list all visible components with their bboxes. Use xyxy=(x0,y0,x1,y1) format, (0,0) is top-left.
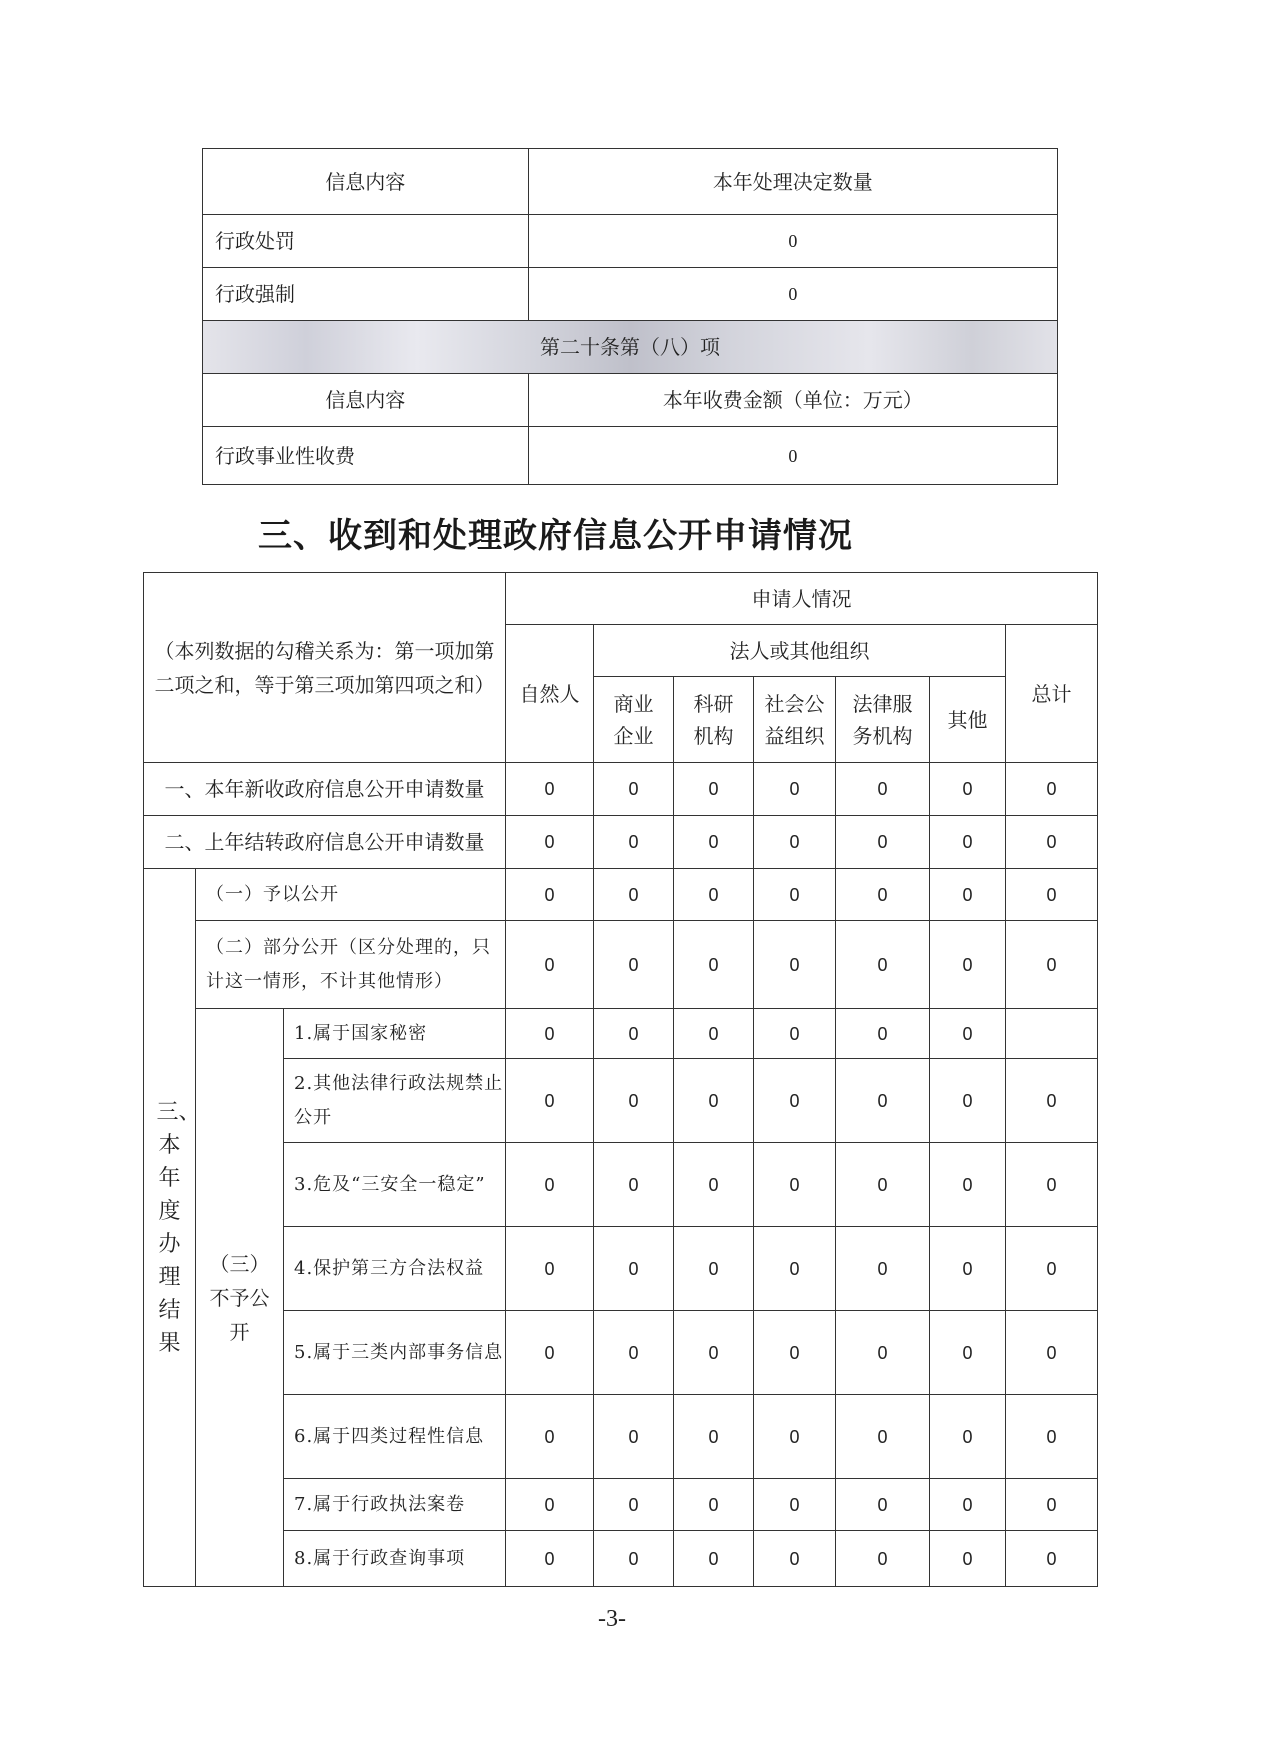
sub-col-public-welfare: 社会公益组织 xyxy=(754,677,836,763)
value-cell: 0 xyxy=(674,763,754,816)
natural-person-header: 自然人 xyxy=(506,625,594,763)
value-cell: 0 xyxy=(754,1311,836,1395)
value-cell: 0 xyxy=(836,921,930,1009)
value-cell: 0 xyxy=(836,1009,930,1059)
value-cell: 0 xyxy=(930,1531,1006,1587)
value-cell: 0 xyxy=(674,1227,754,1311)
value-cell: 0 xyxy=(674,816,754,869)
not-open-reason: 4.保护第三方合法权益 xyxy=(284,1227,506,1311)
value-cell: 0 xyxy=(594,816,674,869)
section-title: 三、收到和处理政府信息公开申请情况 xyxy=(258,516,853,556)
value-cell: 0 xyxy=(674,921,754,1009)
value-cell: 0 xyxy=(930,1479,1006,1531)
value-cell: 0 xyxy=(594,1395,674,1479)
page-number: -3- xyxy=(598,1606,626,1632)
value-cell: 0 xyxy=(506,1059,594,1143)
value-cell: 0 xyxy=(506,869,594,921)
value-cell: 0 xyxy=(1006,1311,1098,1395)
not-open-reason: 6.属于四类过程性信息 xyxy=(284,1395,506,1479)
row-carried-over-label: 二、上年结转政府信息公开申请数量 xyxy=(144,816,506,869)
value-cell: 0 xyxy=(930,1311,1006,1395)
value-cell: 0 xyxy=(836,1059,930,1143)
sub-col-legal-service: 法律服务机构 xyxy=(836,677,930,763)
disclosure-summary-table xyxy=(202,148,1058,485)
value-cell: 0 xyxy=(594,1143,674,1227)
results-group-label xyxy=(144,869,201,1587)
value-cell: 0 xyxy=(506,816,594,869)
row-value: 0 xyxy=(528,215,1057,268)
row-value: 0 xyxy=(528,427,1057,485)
header-fee-amount: 本年收费金额（单位：万元） xyxy=(528,374,1057,427)
value-cell: 0 xyxy=(1006,1395,1098,1479)
row-new-applications-label: 一、本年新收政府信息公开申请数量 xyxy=(144,763,506,816)
sub-col-business: 商业企业 xyxy=(594,677,674,763)
value-cell: 0 xyxy=(836,1395,930,1479)
value-cell: 0 xyxy=(930,1009,1006,1059)
not-open-reason: 1.属于国家秘密 xyxy=(284,1009,506,1059)
header-info-content: 信息内容 xyxy=(203,374,529,427)
value-cell: 0 xyxy=(754,869,836,921)
header-decision-count: 本年处理决定数量 xyxy=(528,149,1057,215)
value-cell: 0 xyxy=(1006,1531,1098,1587)
value-cell: 0 xyxy=(674,869,754,921)
value-cell: 0 xyxy=(1006,816,1098,869)
value-cell: 0 xyxy=(930,1143,1006,1227)
value-cell: 0 xyxy=(506,1143,594,1227)
value-cell: 0 xyxy=(930,921,1006,1009)
value-cell: 0 xyxy=(506,763,594,816)
row-label: 行政处罚 xyxy=(203,215,529,268)
balance-note: （本列数据的勾稽关系为：第一项加第二项之和，等于第三项加第四项之和） xyxy=(144,573,506,763)
value-cell: 0 xyxy=(674,1531,754,1587)
results-group-text: 三、本年度办理结果 xyxy=(156,1099,201,1356)
header-info-content: 信息内容 xyxy=(203,149,529,215)
value-cell: 0 xyxy=(930,1227,1006,1311)
value-cell: 0 xyxy=(836,869,930,921)
sub-col-research: 科研机构 xyxy=(674,677,754,763)
row-partial-label: （二）部分公开（区分处理的，只计这一情形，不计其他情形） xyxy=(196,921,506,1009)
not-open-reason: 3.危及“三安全一稳定” xyxy=(284,1143,506,1227)
applicant-header: 申请人情况 xyxy=(506,573,1098,625)
value-cell: 0 xyxy=(1006,1479,1098,1531)
value-cell: 0 xyxy=(930,816,1006,869)
value-cell: 0 xyxy=(836,1227,930,1311)
row-open-label: （一）予以公开 xyxy=(196,869,506,921)
value-cell: 0 xyxy=(594,763,674,816)
value-cell: 0 xyxy=(930,763,1006,816)
value-cell: 0 xyxy=(1006,763,1098,816)
value-cell: 0 xyxy=(506,1395,594,1479)
value-cell: 0 xyxy=(594,921,674,1009)
value-cell: 0 xyxy=(674,1143,754,1227)
value-cell: 0 xyxy=(506,1009,594,1059)
application-statistics-table xyxy=(143,572,1098,1587)
value-cell xyxy=(1006,1009,1098,1059)
value-cell: 0 xyxy=(836,763,930,816)
value-cell: 0 xyxy=(754,1531,836,1587)
value-cell: 0 xyxy=(594,1059,674,1143)
not-open-reason: 5.属于三类内部事务信息 xyxy=(284,1311,506,1395)
value-cell: 0 xyxy=(754,1059,836,1143)
value-cell: 0 xyxy=(506,1311,594,1395)
total-header: 总计 xyxy=(1006,625,1098,763)
value-cell: 0 xyxy=(506,921,594,1009)
value-cell: 0 xyxy=(754,1143,836,1227)
value-cell: 0 xyxy=(754,1479,836,1531)
value-cell: 0 xyxy=(836,1531,930,1587)
value-cell: 0 xyxy=(594,1227,674,1311)
value-cell: 0 xyxy=(594,1531,674,1587)
value-cell: 0 xyxy=(594,869,674,921)
not-open-reason: 2.其他法律行政法规禁止公开 xyxy=(284,1059,506,1143)
value-cell: 0 xyxy=(754,1395,836,1479)
value-cell: 0 xyxy=(754,763,836,816)
value-cell: 0 xyxy=(506,1479,594,1531)
value-cell: 0 xyxy=(594,1479,674,1531)
value-cell: 0 xyxy=(754,1009,836,1059)
value-cell: 0 xyxy=(1006,1059,1098,1143)
value-cell: 0 xyxy=(674,1009,754,1059)
row-label: 行政强制 xyxy=(203,268,529,321)
value-cell: 0 xyxy=(1006,869,1098,921)
value-cell: 0 xyxy=(754,816,836,869)
value-cell: 0 xyxy=(674,1059,754,1143)
value-cell: 0 xyxy=(506,1531,594,1587)
value-cell: 0 xyxy=(1006,1227,1098,1311)
value-cell: 0 xyxy=(930,1395,1006,1479)
value-cell: 0 xyxy=(594,1009,674,1059)
value-cell: 0 xyxy=(506,1227,594,1311)
value-cell: 0 xyxy=(836,1143,930,1227)
value-cell: 0 xyxy=(1006,1143,1098,1227)
not-open-reason: 8.属于行政查询事项 xyxy=(284,1531,506,1587)
value-cell: 0 xyxy=(754,921,836,1009)
value-cell: 0 xyxy=(836,1311,930,1395)
value-cell: 0 xyxy=(754,1227,836,1311)
value-cell: 0 xyxy=(930,869,1006,921)
row-value: 0 xyxy=(528,268,1057,321)
value-cell: 0 xyxy=(594,1311,674,1395)
value-cell: 0 xyxy=(836,816,930,869)
sub-col-other: 其他 xyxy=(930,677,1006,763)
legal-entity-header: 法人或其他组织 xyxy=(594,625,1006,677)
row-label: 行政事业性收费 xyxy=(203,427,529,485)
value-cell: 0 xyxy=(674,1479,754,1531)
value-cell: 0 xyxy=(674,1395,754,1479)
not-open-reason: 7.属于行政执法案卷 xyxy=(284,1479,506,1531)
value-cell: 0 xyxy=(836,1479,930,1531)
not-open-label: （三）不予公开 xyxy=(196,1009,284,1587)
value-cell: 0 xyxy=(674,1311,754,1395)
value-cell: 0 xyxy=(1006,921,1098,1009)
value-cell: 0 xyxy=(930,1059,1006,1143)
article-band: 第二十条第（八）项 xyxy=(203,321,1058,374)
